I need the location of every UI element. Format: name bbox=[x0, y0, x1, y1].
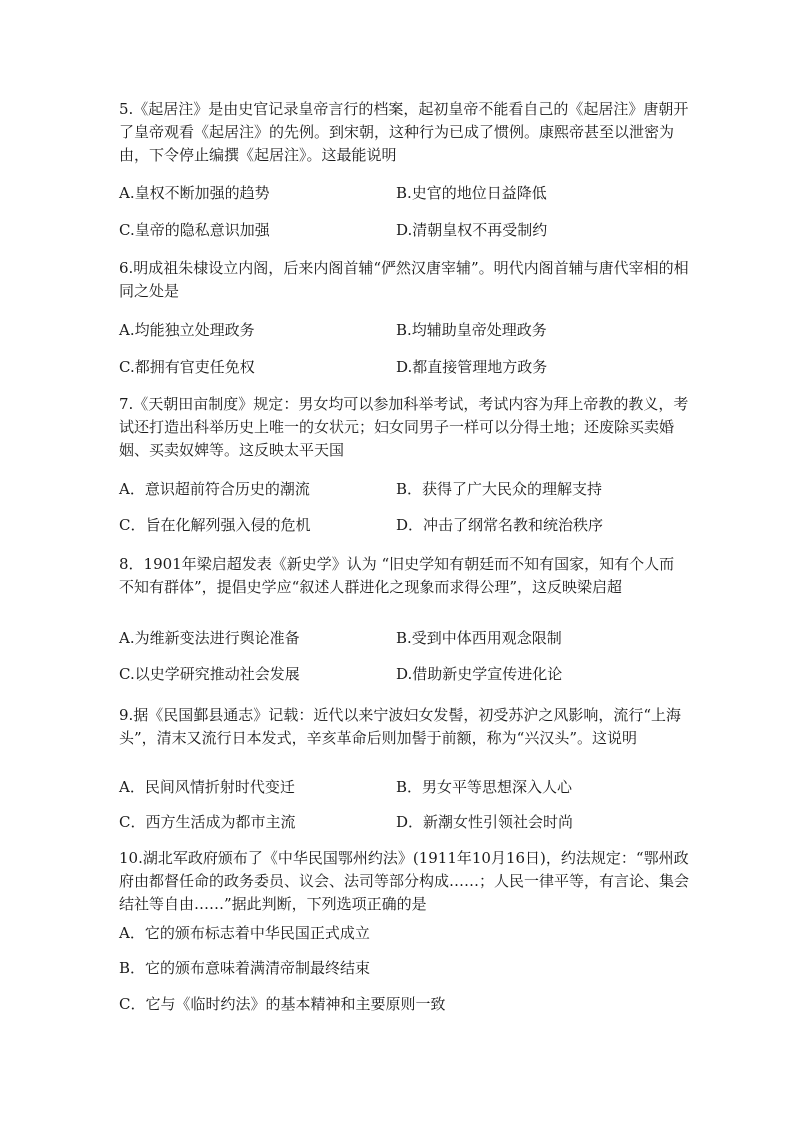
question-stem: 8．1901年梁启超发表《新史学》认为 “旧史学知有朝廷而不知有国家，知有个人而不知有群体”，提倡史学应“叙述人群进化之现象而求得公理”，这反映梁启超 bbox=[119, 555, 675, 596]
question-9 bbox=[119, 704, 689, 831]
question-5 bbox=[119, 98, 689, 239]
question-8 bbox=[119, 553, 689, 683]
option-c[interactable]: C．它与《临时约法》的基本精神和主要原则一致 bbox=[119, 995, 446, 1013]
option-a[interactable]: A．民间风情折射时代变迁 bbox=[119, 778, 295, 796]
option-a[interactable]: A.皇权不断加强的趋势 bbox=[119, 184, 270, 202]
option-c[interactable]: C.皇帝的隐私意识加强 bbox=[119, 221, 270, 239]
option-d[interactable]: D．新潮女性引领社会时尚 bbox=[396, 813, 574, 831]
option-d[interactable]: D.借助新史学宣传进化论 bbox=[396, 665, 563, 683]
question-stem: 7.《天朝田亩制度》规定：男女均可以参加科举考试，考试内容为拜上帝教的教义，考试还打造出科举历史上唯一的女状元；妇女同男子一样可以分得土地；还废除买卖婚姻、买卖奴婢等。这反映太平天国 bbox=[119, 395, 689, 459]
option-c[interactable]: C．西方生活成为都市主流 bbox=[119, 813, 296, 831]
option-b[interactable]: B.受到中体西用观念限制 bbox=[396, 629, 562, 647]
option-a[interactable]: A．意识超前符合历史的潮流 bbox=[119, 480, 310, 498]
question-stem: 9.据《民国鄞县通志》记载：近代以来宁波妇女发髻，初受苏沪之风影响，流行“上海头”，清末又流行日本发式，辛亥革命后则加髻于前额，称为“兴汉头”。这说明 bbox=[119, 706, 681, 747]
option-c[interactable]: C.以史学研究推动社会发展 bbox=[119, 665, 300, 683]
option-c[interactable]: C.都拥有官吏任免权 bbox=[119, 358, 255, 376]
question-6 bbox=[119, 257, 689, 376]
question-7 bbox=[119, 393, 689, 534]
question-10 bbox=[119, 847, 690, 1013]
option-a[interactable]: A．它的颁布标志着中华民国正式成立 bbox=[119, 924, 370, 942]
option-a[interactable]: A.为维新变法进行舆论准备 bbox=[119, 629, 300, 647]
question-stem: 6.明成祖朱棣设立内阁，后来内阁首辅“俨然汉唐宰辅”。明代内阁首辅与唐代宰相的相同之处是 bbox=[119, 259, 689, 300]
option-b[interactable]: B．它的颁布意味着满清帝制最终结束 bbox=[119, 959, 371, 977]
option-d[interactable]: D.都直接管理地方政务 bbox=[396, 358, 548, 376]
question-stem: 5.《起居注》是由史官记录皇帝言行的档案，起初皇帝不能看自己的《起居注》唐朝开了皇帝观看《起居注》的先例。到宋朝，这种行为已成了惯例。康熙帝甚至以泄密为由，下令停止编撰《起居注》。这最能说明 bbox=[119, 100, 689, 164]
option-c[interactable]: C．旨在化解列强入侵的危机 bbox=[119, 516, 311, 534]
question-stem: 10.湖北军政府颁布了《中华民国鄂州约法》(1911年10月16日)，约法规定：“鄂州政府由都督任命的政务委员、议会、法司等部分构成……；人民一律平等，有言论、集会结社等自由……”据此判断，下列选项正确的是 bbox=[119, 849, 690, 913]
option-d[interactable]: D.清朝皇权不再受制约 bbox=[396, 221, 548, 239]
option-b[interactable]: B.均辅助皇帝处理政务 bbox=[396, 321, 547, 339]
option-b[interactable]: B.史官的地位日益降低 bbox=[396, 184, 547, 202]
option-a[interactable]: A.均能独立处理政务 bbox=[119, 321, 255, 339]
option-d[interactable]: D．冲击了纲常名教和统治秩序 bbox=[396, 516, 604, 534]
option-b[interactable]: B．男女平等思想深入人心 bbox=[396, 778, 573, 796]
option-b[interactable]: B．获得了广大民众的理解支持 bbox=[396, 480, 603, 498]
